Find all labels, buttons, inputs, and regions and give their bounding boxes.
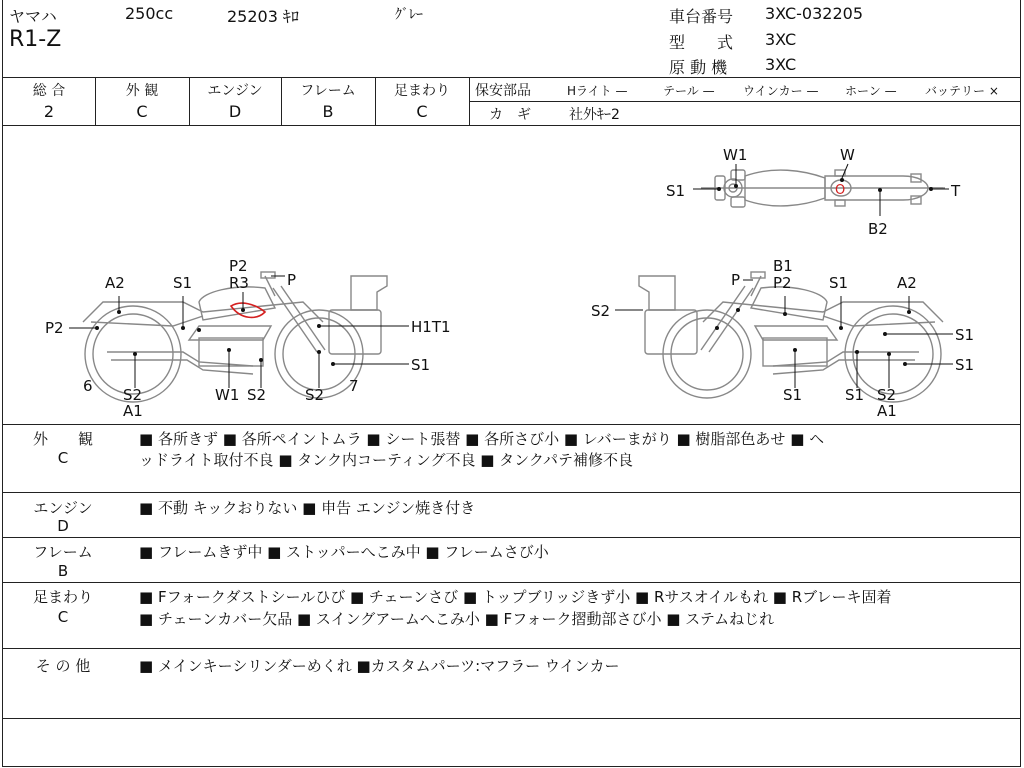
grade-engine-value: D [228, 102, 242, 121]
engine-value: 3XC [765, 55, 797, 74]
right-label-s2b: S2 [877, 386, 897, 404]
left-label-r3: R3 [229, 274, 249, 292]
top-view-bike [701, 170, 945, 207]
left-label-s2b: S2 [247, 386, 267, 404]
left-label-s1: S1 [173, 274, 193, 292]
grade-frame-value: B [322, 102, 334, 121]
cond-exterior-line1: ■ 各所きず ■ 各所ペイントムラ ■ シート張替 ■ 各所さび小 ■ レバーまがり ■ 樹脂部色あせ ■ ヘ [139, 430, 825, 448]
grade-suspension-label: 足まわり [394, 83, 450, 99]
top-label-w1: W1 [723, 146, 748, 164]
frame-no: 3XC-032205 [765, 4, 863, 23]
cond-engine-grade: D [57, 517, 69, 535]
divider [3, 537, 1021, 538]
key-label: カ ギ [489, 107, 531, 123]
divider [3, 492, 1021, 493]
right-label-a2: A2 [897, 274, 917, 292]
right-label-s1: S1 [829, 274, 849, 292]
right-label-s1c: S1 [955, 356, 975, 374]
engine-label: 原 動 機 [669, 58, 728, 77]
safety-horn: ホーン — [845, 84, 897, 98]
type-value: 3XC [765, 30, 797, 49]
safety-winker: ウインカー — [743, 84, 819, 98]
right-label-p: P [731, 271, 741, 289]
safety-label: 保安部品 [475, 83, 531, 99]
grade-engine-label: エンジン [207, 83, 263, 99]
cond-suspension-grade: C [57, 608, 69, 626]
right-label-s2: S2 [591, 302, 611, 320]
inspection-sheet [2, 0, 1021, 767]
cond-suspension-line1: ■ Fフォークダストシールひび ■ チェーンさび ■ トップブリッジきず小 ■ Rサスオイルもれ ■ Rブレーキ固着 [139, 588, 892, 606]
right-label-s1e: S1 [845, 386, 865, 404]
damage-diagram [3, 126, 1021, 424]
cond-exterior-grade: C [57, 449, 69, 467]
cond-frame-label: フレーム [33, 543, 93, 561]
color: ｸﾞﾚｰ [395, 7, 423, 23]
left-label-p: P [287, 271, 297, 289]
mileage: 25203 ｷﾛ [227, 7, 299, 26]
grade-exterior-value: C [136, 102, 148, 121]
top-label-t: T [951, 182, 961, 200]
top-label-b2: B2 [868, 220, 888, 238]
left-label-7: 7 [349, 377, 359, 395]
cond-engine-label: エンジン [33, 499, 93, 517]
safety-headlight: Hライト — [567, 84, 628, 98]
grade-suspension-value: C [416, 102, 428, 121]
left-label-s2: S2 [123, 386, 143, 404]
grade-total-label: 総 合 [32, 83, 66, 99]
frame-no-label: 車台番号 [669, 7, 734, 26]
divider [3, 718, 1021, 719]
right-label-a1: A1 [877, 402, 897, 420]
cond-frame-grade: B [57, 562, 69, 580]
cond-exterior-label: 外 観 [32, 430, 93, 448]
left-label-h1t1: H1T1 [411, 318, 451, 336]
top-label-o: O [835, 183, 846, 198]
right-label-s1b: S1 [955, 326, 975, 344]
divider [3, 424, 1021, 425]
grade-exterior-label: 外 観 [125, 83, 159, 99]
right-label-s1d: S1 [783, 386, 803, 404]
displacement: 250cc [125, 4, 174, 23]
grade-frame-label: フレーム [300, 83, 356, 99]
model-name: R1-Z [9, 27, 62, 52]
right-view-marks [615, 280, 953, 388]
right-label-b1: B1 [773, 257, 793, 275]
divider [3, 77, 1021, 78]
left-label-p2: P2 [229, 257, 248, 275]
left-label-p2b: P2 [45, 319, 64, 337]
divider [469, 77, 470, 125]
cond-other-line1: ■ メインキーシリンダーめくれ ■カスタムパーツ:マフラー ウインカー [139, 657, 620, 675]
left-label-w1: W1 [215, 386, 240, 404]
top-label-w: W [840, 146, 855, 164]
left-view-marks [69, 276, 409, 388]
safety-tail: テール — [663, 84, 715, 98]
cond-suspension-label: 足まわり [32, 588, 93, 606]
type-label: 型 式 [669, 33, 734, 52]
right-label-p2: P2 [773, 274, 792, 292]
left-label-s1b: S1 [411, 356, 431, 374]
left-label-6: 6 [83, 377, 93, 395]
divider [3, 648, 1021, 649]
left-label-s2c: S2 [305, 386, 325, 404]
grade-total-value: 2 [43, 102, 55, 121]
top-label-s1: S1 [666, 182, 686, 200]
left-label-a1: A1 [123, 402, 143, 420]
cond-exterior-line2: ッドライト取付不良 ■ タンク内コーティング不良 ■ タンクパテ補修不良 [139, 451, 633, 469]
cond-suspension-line2: ■ チェーンカバー欠品 ■ スイングアームへこみ小 ■ Fフォーク摺動部さび小 ■ ステムねじれ [139, 610, 775, 628]
cond-engine-line1: ■ 不動 キックおりない ■ 申告 エンジン焼き付き [139, 499, 476, 517]
cond-frame-line1: ■ フレームきず中 ■ ストッパーへこみ中 ■ フレームさび小 [139, 543, 549, 561]
safety-battery: バッテリー × [925, 84, 999, 98]
key-value: 社外ｷｰ2 [569, 107, 620, 123]
cond-other-label: そ の 他 [35, 657, 91, 675]
divider [3, 582, 1021, 583]
left-label-a2: A2 [105, 274, 125, 292]
maker-name: ヤマハ [9, 7, 57, 26]
divider [469, 101, 1021, 102]
